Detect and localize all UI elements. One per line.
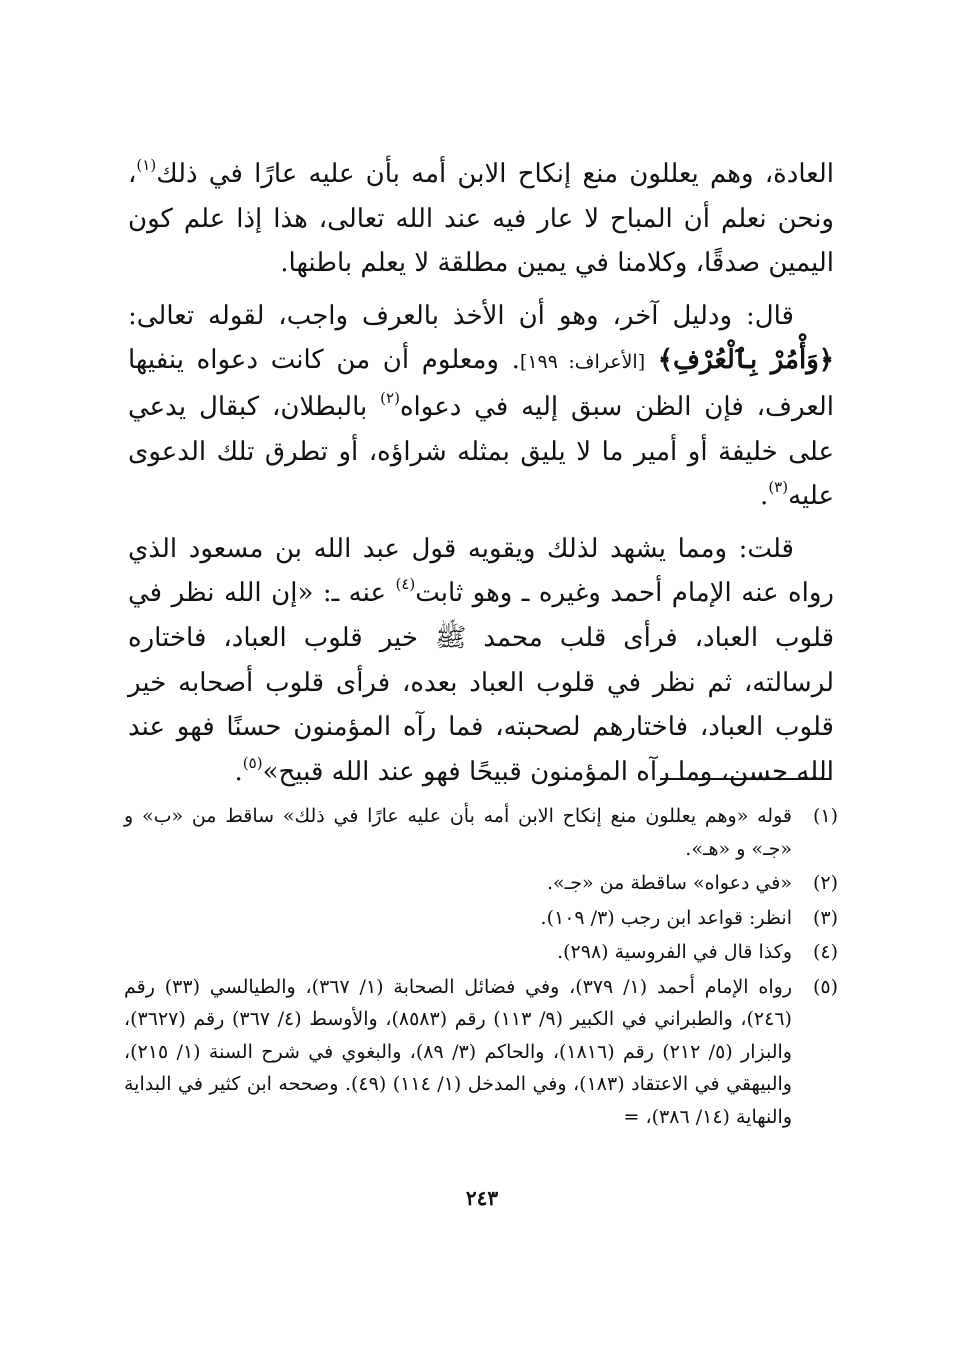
footnote-marker-3[interactable]: (٣) (768, 478, 789, 497)
footnote-text: انظر: قواعد ابن رجب (٣/ ١٠٩). (540, 906, 792, 929)
footnote-marker-1[interactable]: (١) (136, 156, 157, 174)
footnote-5 (124, 971, 838, 1134)
paragraph-3 (128, 527, 834, 795)
paragraph-2-text-d: . (760, 481, 769, 512)
footnote-text: قوله «وهم يعللون منع إنكاح الابن أمه بأن عليه عارًا في ذلك» ساقط من «ب» و «جـ» و «هـ». (124, 805, 792, 860)
footnote-1 (124, 800, 838, 865)
footnote-text: رواه الإمام أحمد (١/ ٣٧٩)، وفي فضائل الصحابة (١/ ٣٦٧)، والطيالسي (٣٣) رقم (٢٤٦)، والطبراني في الكبير (٩/ ١١٣) رقم (٨٥٨٣)، والأوسط (٤/ ٣٦٧) رقم (٣٦٢٧)، والبزار (٥/ ٢١٢) رقم (١٨١٦)، والحاكم (٣/ ٨٩)، والبغوي في شرح السنة (١/ ٢١٥)، والبيهقي في الاعتقاد (١٨٣)، وفي المدخل (١/ ١١٤) (٤٩). وصححه ابن كثير في البداية والنهاية (١٤/ ٣٨٦)، = (124, 975, 792, 1128)
footnotes-section (124, 800, 838, 1135)
footnote-2 (124, 867, 838, 900)
footnote-marker-5[interactable]: (٥) (242, 753, 263, 772)
footnote-number: (٣) (812, 906, 838, 929)
paragraph-3-text-c: . (234, 756, 243, 787)
verse-reference: [الأعراف: ١٩٩] (519, 351, 646, 374)
footnote-number: (٤) (812, 941, 838, 963)
footnote-text: «في دعواه» ساقطة من «جـ». (547, 872, 792, 894)
paragraph-3-text-b: عنه ـ: «إن الله نظر في قلوب العباد، فرأى قلب محمد ﷺ خير قلوب العباد، فاختاره لرسالته، ثم نظر في قلوب العباد بعده، فرأى قلوب أصحابه خير قلوب العباد، فاختارهم لصحبته، فما رآه المؤمنون حسنًا فهو عند الله حسن، وما رآه المؤمنون قبيحًا فهو عند الله قبيح» (128, 578, 834, 787)
footnote-3 (124, 902, 838, 935)
paragraph-2-text-a: قال: ودليل آخر، وهو أن الأخذ بالعرف واجب، لقوله تعالى: (128, 300, 794, 331)
footnote-marker-4[interactable]: (٤) (395, 575, 416, 594)
footnote-separator (660, 778, 830, 780)
footnote-number: (٥) (812, 975, 838, 998)
footnote-marker-2[interactable]: (٢) (380, 388, 400, 407)
footnote-number: (١) (812, 805, 838, 827)
paragraph-2 (128, 294, 834, 519)
main-text (128, 152, 834, 802)
paragraph-2-text-b: . ومعلوم أن من كانت دعواه ينفيها العرف، فإن الظن سبق إليه في دعواه (128, 345, 835, 422)
paragraph-1-text-b: ، ونحن نعلم أن المباح لا عار فيه عند الله تعالى، هذا إذا علم كون اليمين صدقًا، وكلامنا في يمين مطلقة لا يعلم باطنها. (128, 159, 834, 279)
paragraph-3-text-a: قلت: ومما يشهد لذلك ويقويه قول عبد الله بن مسعود الذي رواه عنه الإمام أحمد وغيره ـ وهو ثابت (128, 533, 834, 609)
paragraph-1 (128, 152, 834, 286)
footnote-number: (٢) (812, 872, 838, 894)
paragraph-2-text-c: بالبطلان، كبقال يدعي على خليفة أو أمير ما لا يليق بمثله شراؤه، أو تطرق تلك الدعوى عليه (128, 391, 834, 512)
footnote-4 (124, 936, 838, 969)
quran-verse: ﴿وَأْمُرْ بِٱلْعُرْفِ﴾ (657, 345, 834, 376)
paragraph-1-text-a: العادة، وهم يعللون منع إنكاح الابن أمه بأن عليه عارًا في ذلك (156, 159, 834, 189)
page-number: ٢٤٣ (465, 1186, 499, 1210)
footnote-text: وكذا قال في الفروسية (٢٩٨). (557, 941, 792, 963)
